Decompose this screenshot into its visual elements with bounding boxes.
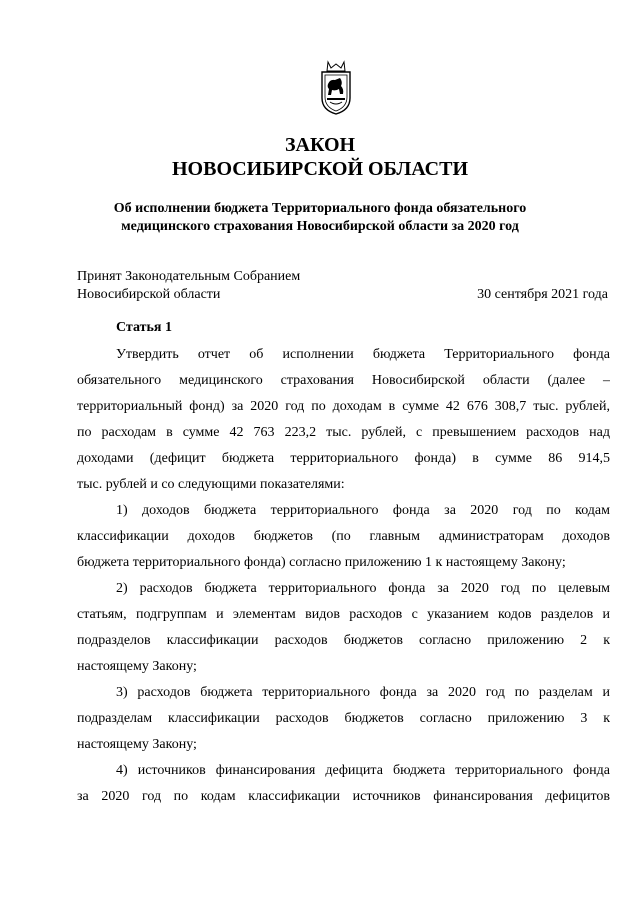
coat-of-arms-icon xyxy=(316,60,356,116)
adoption-body-line-1: Принят Законодательным Собранием xyxy=(77,269,301,284)
body-line: за 2020 год по кодам классификации источников финансирования дефицитов xyxy=(77,789,610,804)
body-line: доходами (дефицит бюджета территориального фонда) в сумме 86 914,5 xyxy=(77,451,610,466)
body-line: подразделов классификации расходов бюджетов согласно приложению 2 к xyxy=(77,633,610,648)
law-subject-line-1: Об исполнении бюджета Территориального фонда обязательного xyxy=(113,201,527,216)
document-title: ЗАКОН xyxy=(284,134,356,156)
article-heading: Статья 1 xyxy=(116,320,172,335)
body-line: 1) доходов бюджета территориального фонда за 2020 год по кодам xyxy=(116,503,610,518)
body-line: Утвердить отчет об исполнении бюджета Территориального фонда xyxy=(116,347,610,362)
body-line: настоящему Закону; xyxy=(77,659,197,674)
body-line: 2) расходов бюджета территориального фонда за 2020 год по целевым xyxy=(116,581,610,596)
body-line: территориальный фонд) за 2020 год по доходам в сумме 42 676 308,7 тыс. рублей, xyxy=(77,399,610,414)
body-line: бюджета территориального фонда) согласно приложению 1 к настоящему Закону; xyxy=(77,555,566,570)
body-line: 4) источников финансирования дефицита бюджета территориального фонда xyxy=(116,763,610,778)
article-body xyxy=(77,342,610,810)
adoption-date: 30 сентября 2021 года xyxy=(477,287,608,302)
document-title-region: НОВОСИБИРСКОЙ ОБЛАСТИ xyxy=(171,158,469,180)
body-line: тыс. рублей и со следующими показателями: xyxy=(77,477,345,492)
law-subject-line-2: медицинского страхования Новосибирской области за 2020 год xyxy=(121,219,519,234)
body-line: 3) расходов бюджета территориального фонда за 2020 год по разделам и xyxy=(116,685,610,700)
body-line: обязательного медицинского страхования Новосибирской области (далее – xyxy=(77,373,610,388)
body-line: по расходам в сумме 42 763 223,2 тыс. рублей, с превышением расходов над xyxy=(77,425,610,440)
adoption-body-line-2: Новосибирской области xyxy=(77,287,221,302)
body-line: настоящему Закону; xyxy=(77,737,197,752)
body-line: подразделам классификации расходов бюджетов согласно приложению 3 к xyxy=(77,711,610,726)
body-line: классификации доходов бюджетов (по главным администраторам доходов xyxy=(77,529,610,544)
body-line: статьям, подгруппам и элементам видов расходов с указанием кодов разделов и xyxy=(77,607,610,622)
